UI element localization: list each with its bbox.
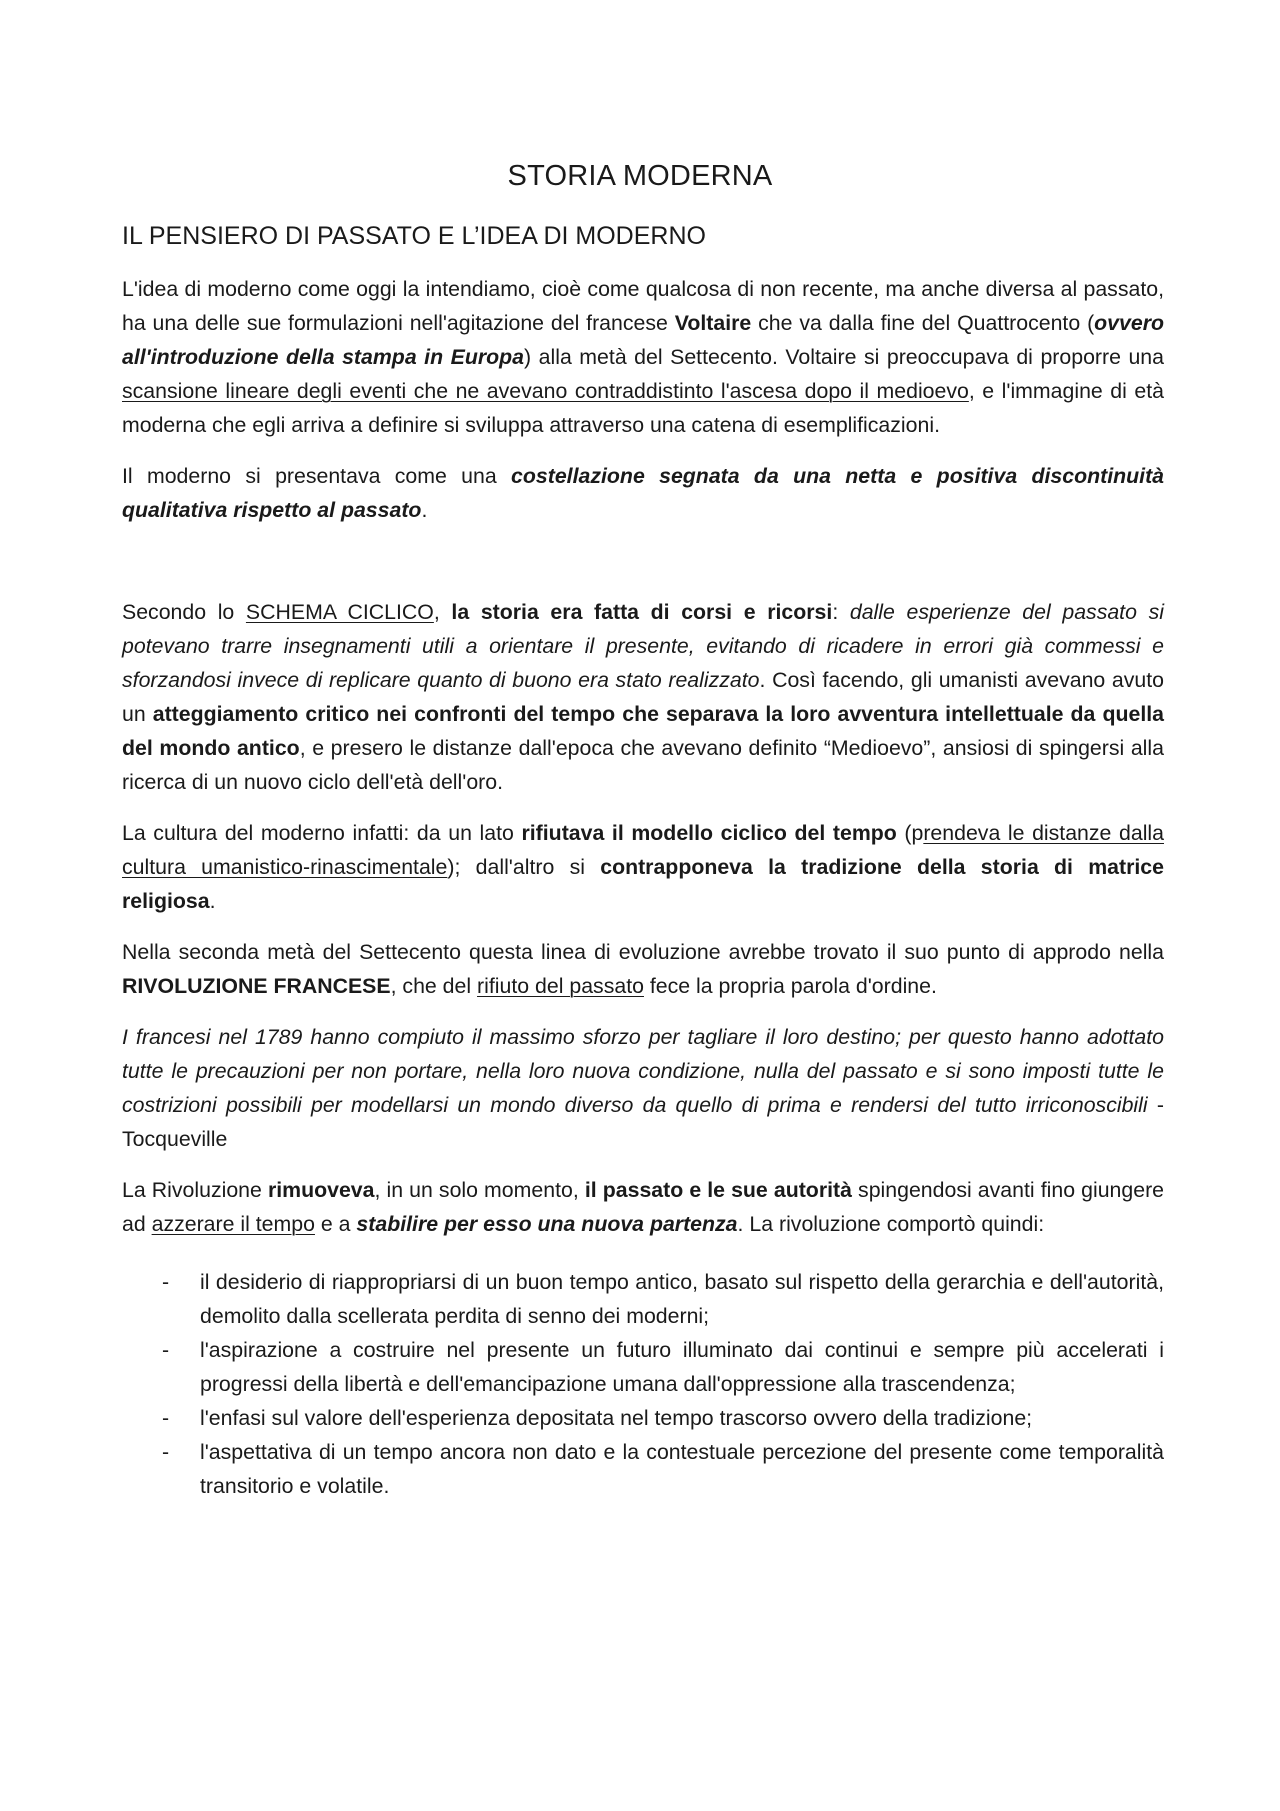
section-heading: IL PENSIERO DI PASSATO E L’IDEA DI MODERNO: [122, 222, 706, 250]
list-item: - l'aspirazione a costruire nel presente un futuro illuminato dai continui e sempre più accelerati i progressi della libertà e dell'emancipazione umana dall'oppressione alla trascendenza;: [122, 1333, 1164, 1401]
paragraph-moderno: Il moderno si presentava come una costellazione segnata da una netta e positiva discontinuità qualitativa rispetto al passato.: [122, 464, 1165, 522]
list-item: - l'enfasi sul valore dell'esperienza depositata nel tempo trascorso ovvero della tradizione;: [122, 1401, 1164, 1435]
consequences-list: [122, 1265, 1164, 1503]
page-title: STORIA MODERNA: [507, 160, 773, 192]
list-item: - il desiderio di riappropriarsi di un buon tempo antico, basato sul rispetto della gerarchia e dell'autorità, demolito dalla scellerata perdita di senno dei moderni;: [122, 1265, 1164, 1333]
quote-tocqueville: I francesi nel 1789 hanno compiuto il massimo sforzo per tagliare il loro destino; per questo hanno adottato tutte le precauzioni per non portare, nella loro nuova condizione, nulla del passato e si sono imposti tutte le costrizioni possibili per modellarsi un mondo diverso da quello di prima e rendersi del tutto irriconoscibili - Tocqueville: [122, 1025, 1164, 1151]
paragraph-rivoluzione-francese: Nella seconda metà del Settecento questa linea di evoluzione avrebbe trovato il suo punto di approdo nella RIVOLUZIONE FRANCESE, che del rifiuto del passato fece la propria parola d'ordine.: [122, 940, 1164, 998]
document-body: [122, 272, 1164, 1503]
paragraph-schema-ciclico: Secondo lo SCHEMA CICLICO, la storia era fatta di corsi e ricorsi: dalle esperienze del passato si potevano trarre insegnamenti utili a orientare il presente, evitando di ricadere in errori già commessi e sforzandosi invece di replicare quanto di buono era stato realizzato. Così facendo, gli umanisti avevano avuto un atteggiamento critico nei confronti del tempo che separava la loro avventura intellettuale da quella del mondo antico, e presero le distanze dall'epoca che avevano definito “Medioevo”, ansiosi di spingersi alla ricerca di un nuovo ciclo dell'età dell'oro.: [122, 600, 1164, 794]
paragraph-voltaire: L'idea di moderno come oggi la intendiamo, cioè come qualcosa di non recente, ma anche diversa al passato, ha una delle sue formulazioni nell'agitazione del francese Voltaire che va dalla fine del Quattrocento (ovvero all'introduzione della stampa in Europa) alla metà del Settecento. Voltaire si preoccupava di proporre una scansione lineare degli eventi che ne avevano contraddistinto l'ascesa dopo il medioevo, e l'immagine di età moderna che egli arriva a definire si sviluppa attraverso una catena di esemplificazioni.: [122, 277, 1164, 437]
list-item: - l'aspettativa di un tempo ancora non dato e la contestuale percezione del presente come temporalità transitorio e volatile.: [122, 1435, 1164, 1503]
paragraph-rivoluzione-rimuoveva: La Rivoluzione rimuoveva, in un solo momento, il passato e le sue autorità spingendosi avanti fino giungere ad azzerare il tempo e a stabilire per esso una nuova partenza. La rivoluzione comportò quindi:: [122, 1178, 1165, 1236]
paragraph-cultura-moderno: La cultura del moderno infatti: da un lato rifiutava il modello ciclico del tempo (prendeva le distanze dalla cultura umanistico-rinascimentale); dall'altro si contrapponeva la tradizione della storia di matrice religiosa.: [122, 821, 1164, 913]
